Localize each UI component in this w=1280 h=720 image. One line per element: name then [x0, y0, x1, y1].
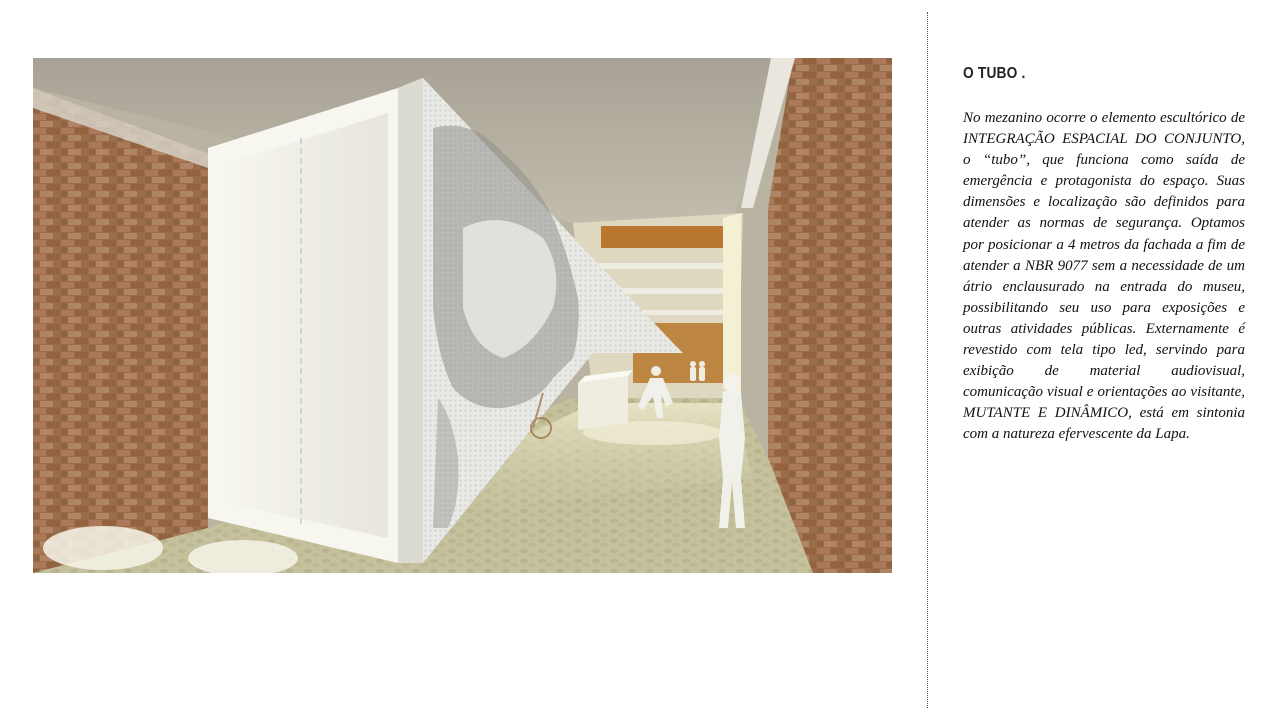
render-illustration	[33, 58, 892, 573]
architectural-render	[33, 58, 892, 573]
slide-body-text: No mezanino ocorre o elemento escultórico de INTEGRAÇÃO ESPACIAL DO CONJUNTO, o “tubo”, que funciona como saída de emergência e protagonista do espaço. Suas dimensões e localização são definidos para atender as normas de segurança. Optamos por posicionar a 4 metros da fachada a fim de atender a NBR 9077 sem a necessidade de um átrio enclausurado na entrada do museu, possibilitando seu uso para exposições e outras atividades públicas. Externamente é revestido com tela tipo led, servindo para exibição de material audiovisual, comunicação visual e orientações ao visitante, MUTANTE E DINÂMICO, está em sintonia com a natureza efervescente da Lapa.	[963, 110, 1245, 443]
slide-title: O TUBO .	[963, 65, 1026, 82]
column-divider	[927, 12, 928, 708]
